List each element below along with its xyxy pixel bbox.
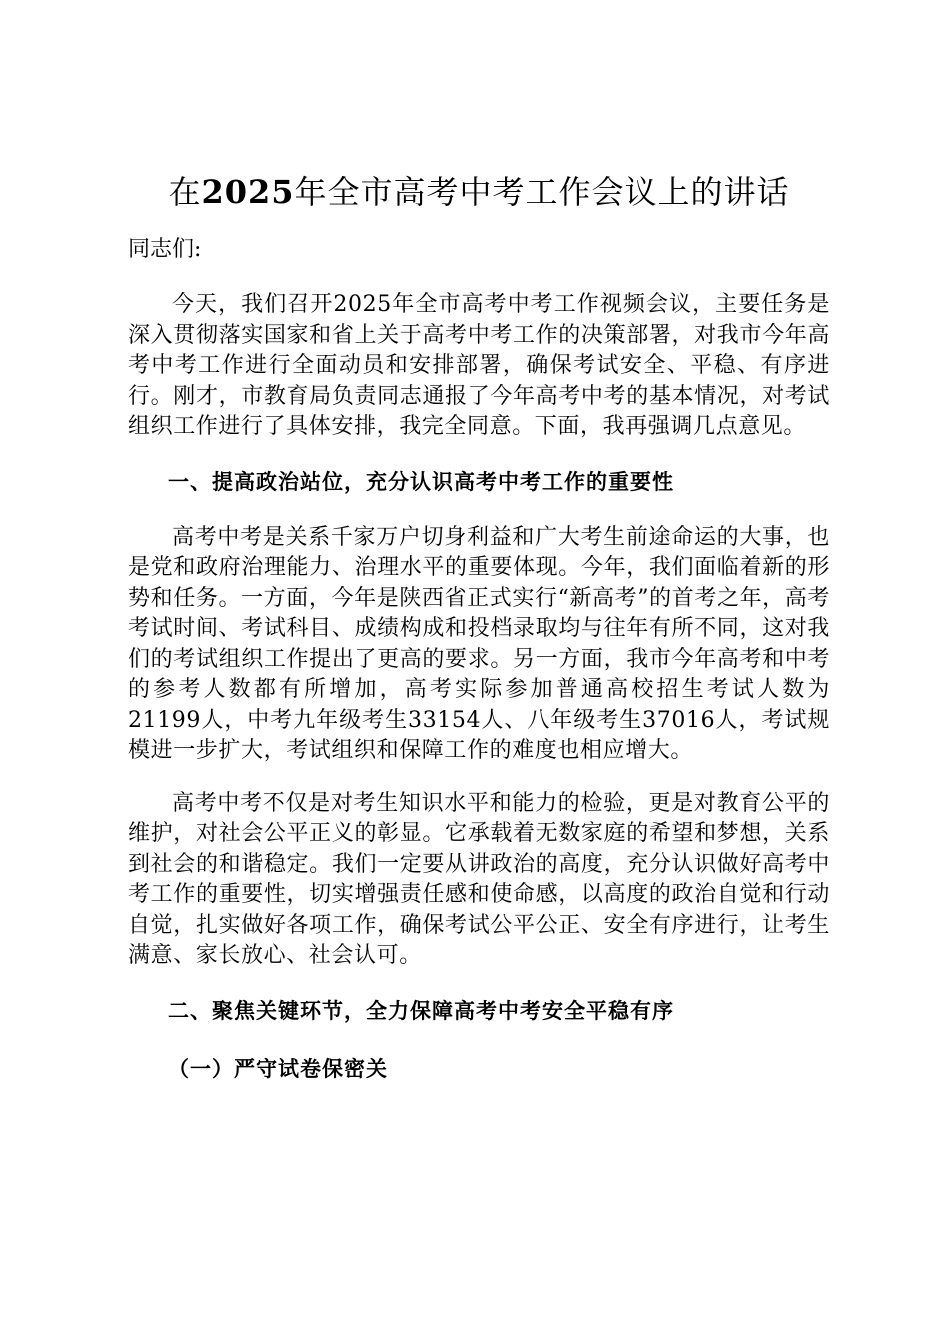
section-1-paragraph-2: 高考中考不仅是对考生知识水平和能力的检验，更是对教育公平的维护，对社会公平正义的彰显。它承载着无数家庭的希望和梦想，关系到社会的和谐稳定。我们一定要从讲政治的高度，充分认识做好高考中考工作的重要性，切实增强责任感和使命感，以高度的政治自觉和行动自觉，扎实做好各项工作，确保考试公平公正、安全有序进行，让考生满意、家长放心、社会认可。 <box>128 790 830 968</box>
section-2-heading: 二、聚焦关键环节，全力保障高考中考安全平稳有序 <box>168 998 674 1023</box>
document-page <box>128 168 830 1086</box>
section-2-subheading: （一）严守试卷保密关 <box>168 1056 388 1081</box>
title-year: 2025 <box>201 173 295 211</box>
section-1-heading: 一、提高政治站位，充分认识高考中考工作的重要性 <box>168 469 674 494</box>
document-title <box>88 168 870 216</box>
section-1-paragraph-1: 高考中考是关系千家万户切身利益和广大考生前途命运的大事，也是党和政府治理能力、治理水平的重要体现。今年，我们面临着新的形势和任务。一方面，今年是陕西省正式实行“新高考”的首考之年，高考考试时间、考试科目、成绩构成和投档录取均与往年有所不同，这对我们的考试组织工作提出了更高的要求。另一方面，我市今年高考和中考的参考人数都有所增加，高考实际参加普通高校招生考试人数为21199人，中考九年级考生33154人、八年级考生37016人，考试规模进一步扩大，考试组织和保障工作的难度也相应增大。 <box>128 524 830 763</box>
salutation: 同志们: <box>128 237 202 262</box>
intro-paragraph: 今天，我们召开2025年全市高考中考工作视频会议，主要任务是深入贯彻落实国家和省上关于高考中考工作的决策部署，对我市今年高考中考工作进行全面动员和安排部署，确保考试安全、平稳、有序进行。刚才，市教育局负责同志通报了今年高考中考的基本情况，对考试组织工作进行了具体安排，我完全同意。下面，我再强调几点意见。 <box>128 292 830 439</box>
title-suffix: 年全市高考中考工作会议上的讲话 <box>294 173 790 211</box>
title-prefix: 在 <box>168 173 202 211</box>
